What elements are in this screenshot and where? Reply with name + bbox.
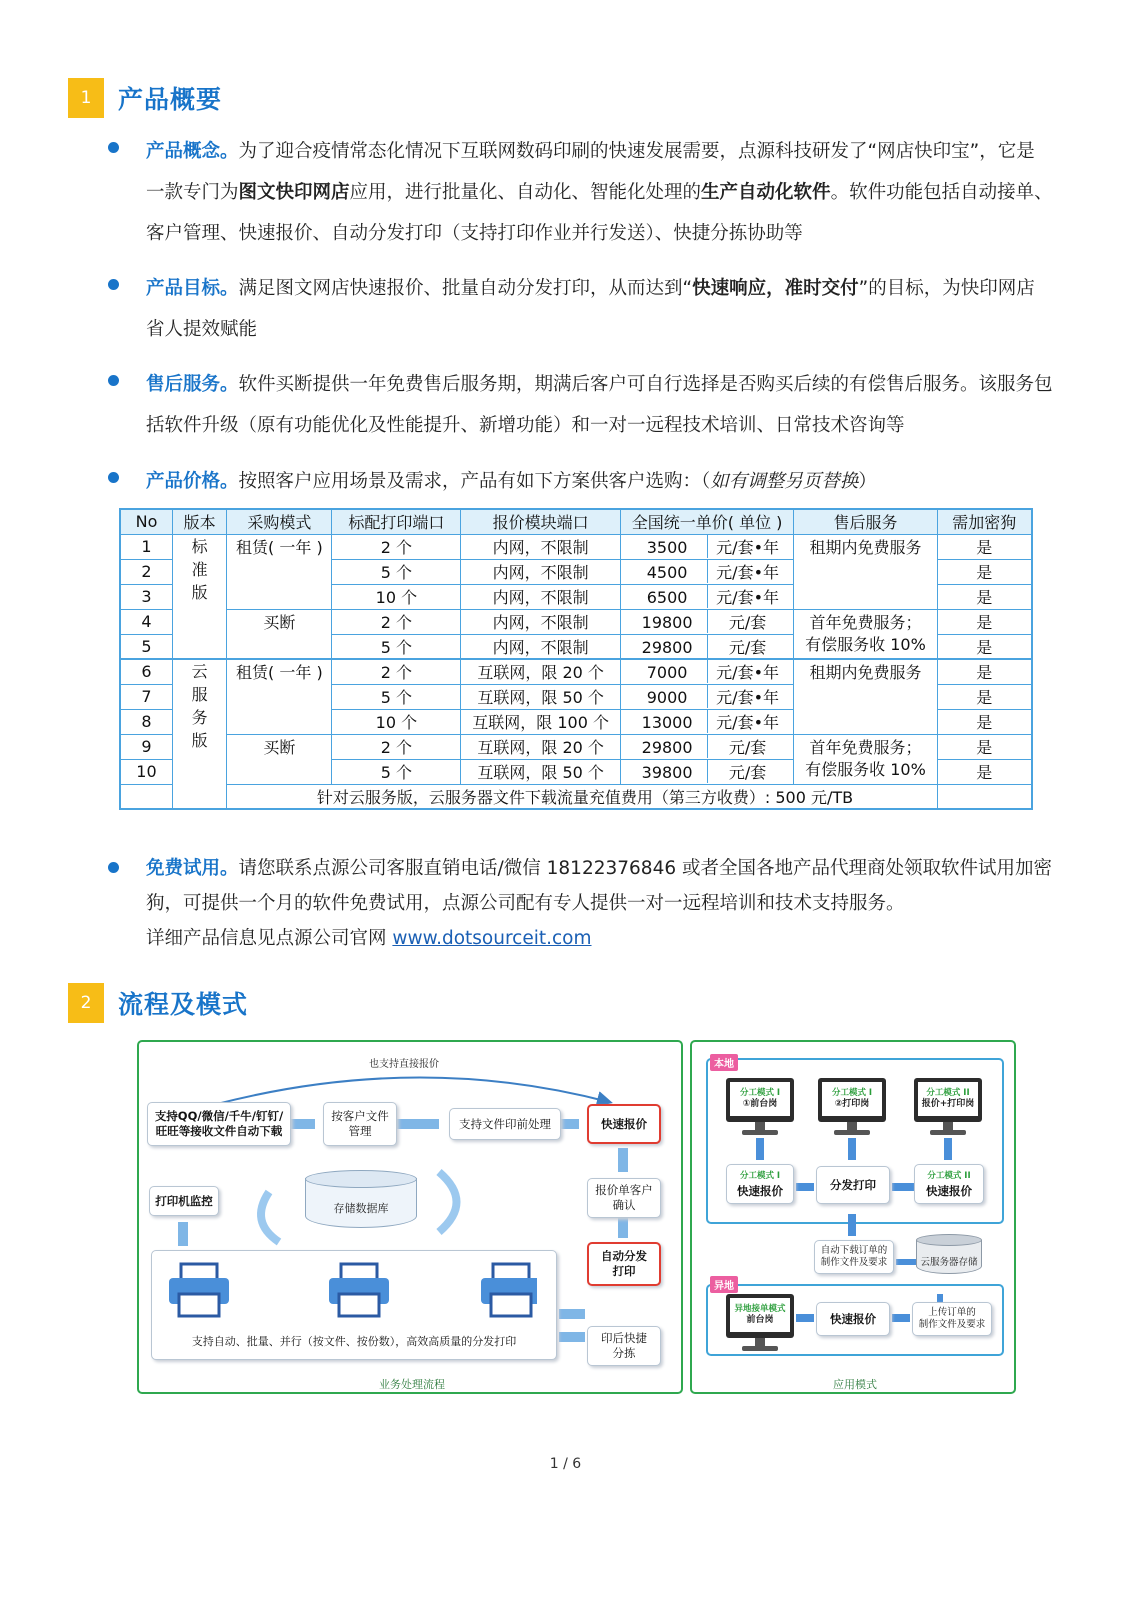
cell-no: 4	[120, 609, 172, 634]
bullet-label: 产品价格。	[146, 471, 239, 492]
cell-no: 3	[120, 584, 172, 609]
cell-price	[620, 559, 794, 584]
header-cell: 报价模块端口	[461, 509, 620, 534]
header-cell: 采购模式	[227, 509, 332, 534]
db-top	[305, 1170, 417, 1188]
price-unit: 元/套•年	[707, 560, 787, 583]
bullet-text: 软件买断提供一年免费售后服务期，期满后客户可自行选择是否购买后续的有偿售后服务。该服务包括软件升级（原有功能优化及性能提升、新增功能）和一对一远程技术培训、日常技术咨询等	[146, 374, 1053, 436]
printer-monitor-box: 打印机监控	[149, 1186, 219, 1216]
table-row	[120, 734, 1032, 759]
price-unit: 元/套•年	[707, 535, 787, 558]
dispatch-box: 分发打印	[816, 1166, 890, 1204]
cell-ports: 2 个	[332, 534, 461, 559]
cell-no: 5	[120, 634, 172, 659]
price-unit: 元/套	[707, 735, 787, 758]
cell-mode: 租赁( 一年 )	[227, 534, 332, 609]
cloud-db-top	[916, 1234, 982, 1246]
bullet-dot	[108, 142, 119, 153]
bold-text: 快速响应，准时交付	[692, 278, 859, 299]
bullet-trial	[108, 851, 1053, 956]
section-number: 2	[68, 983, 104, 1023]
price-unit: 元/套	[707, 610, 787, 633]
price-table	[119, 508, 1033, 810]
cell-ports: 5 个	[332, 684, 461, 709]
download-box: 支持QQ/微信/千牛/钉钉/ 旺旺等接收文件自动下载	[147, 1102, 291, 1146]
cell-no: 7	[120, 684, 172, 709]
cell-dongle: 是	[937, 734, 1032, 759]
bullet-dot	[108, 279, 119, 290]
bullet-text: 详细产品信息见点源公司官网	[146, 928, 393, 949]
printer-icons	[167, 1262, 537, 1322]
header-cell: 版本	[172, 509, 226, 534]
cell-price	[620, 534, 794, 559]
cell-module: 互联网，限 20 个	[461, 659, 620, 684]
printer-icon	[481, 1264, 537, 1316]
bullet-label: 产品概念。	[146, 141, 239, 162]
cell-module: 内网，不限制	[461, 609, 620, 634]
section-2-header	[68, 983, 248, 1023]
cell-module: 内网，不限制	[461, 534, 620, 559]
page-number: 1 / 6	[549, 1456, 582, 1472]
upload-box: 上传订单的 制作文件及要求	[912, 1302, 992, 1336]
header-cell: 全国统一单价( 单位 )	[620, 509, 794, 534]
cell-service: 首年免费服务； 有偿服务收 10%	[794, 609, 937, 659]
cell-price	[620, 584, 794, 609]
sorting-box: 印后快捷 分拣	[587, 1326, 661, 1366]
auto-download-box: 自动下载订单的 制作文件及要求	[814, 1240, 894, 1274]
monitor-subtitle: 分工模式 I	[739, 1088, 781, 1098]
cell-mode: 买断	[227, 734, 332, 784]
local-tag: 本地	[710, 1054, 738, 1071]
printers-text: 支持自动、批量、并行（按文件、按份数），高效高质量的分发打印	[191, 1335, 517, 1348]
table-note: 针对云服务版，云服务器文件下载流量充值费用（第三方收费）: 500 元/TB	[227, 784, 937, 809]
price-value: 29800	[641, 738, 693, 757]
section-number: 1	[68, 78, 104, 118]
table-row	[120, 609, 1032, 634]
website-link[interactable]: www.dotsourceit.com	[392, 928, 592, 949]
remote-quote-box: 快速报价	[816, 1302, 890, 1336]
application-mode-panel	[690, 1040, 1016, 1394]
bold-text: 图文快印网店	[238, 182, 350, 203]
preprocess-box: 支持文件印前处理	[449, 1108, 561, 1140]
cell-dongle: 是	[937, 584, 1032, 609]
header-cell: No	[120, 509, 172, 534]
price-unit: 元/套•年	[707, 585, 787, 608]
db-label: 存储数据库	[333, 1202, 389, 1215]
table-note-row	[120, 784, 1032, 809]
customer-files-box: 按客户文件 管理	[323, 1102, 397, 1146]
cloud-storage	[916, 1234, 982, 1276]
price-unit: 元/套	[707, 635, 787, 658]
cell-module: 内网，不限制	[461, 559, 620, 584]
monitor-text: 前台岗	[746, 1315, 774, 1325]
cell-ports: 5 个	[332, 559, 461, 584]
bullet-text: 。软件功能包括自动接单、客户管理、快速报价、自动分发打印（支持打印作业并行发送）、快捷分拣协助等	[146, 182, 1053, 244]
cell-ports: 10 个	[332, 709, 461, 734]
section-1-header	[68, 78, 222, 118]
cell-dongle: 是	[937, 634, 1032, 659]
cell-dongle: 是	[937, 684, 1032, 709]
cell-service: 首年免费服务； 有偿服务收 10%	[794, 734, 937, 784]
bullet-text: 为了迎合疫情常态化情况下互联网数码印刷的快速发展需要，点源科技研发了“网店快印宝”，它是一款专门为	[146, 141, 1035, 203]
quick-quote-box: 快速报价	[587, 1104, 661, 1144]
bullet-concept	[108, 131, 1053, 254]
cell-dongle: 是	[937, 709, 1032, 734]
bold-text: 生产自动化软件	[701, 182, 831, 203]
price-value: 7000	[646, 663, 688, 683]
box-text: 快速报价	[926, 1184, 972, 1198]
price-value: 29800	[641, 637, 693, 657]
cell-module: 互联网，限 50 个	[461, 684, 620, 709]
cell-dongle: 是	[937, 659, 1032, 684]
bullet-label: 免费试用。	[146, 858, 239, 879]
cell-ports: 2 个	[332, 609, 461, 634]
header-cell: 售后服务	[794, 509, 937, 534]
cell-dongle: 是	[937, 759, 1032, 784]
cell-price	[620, 609, 794, 634]
table-header-row	[120, 509, 1032, 534]
cell-version: 云 服 务 版	[172, 659, 226, 809]
printer-icon	[329, 1264, 389, 1316]
bullet-service	[108, 364, 1053, 446]
box-subtitle: 分工模式 II	[927, 1171, 971, 1181]
header-cell: 需加密狗	[937, 509, 1032, 534]
cell-empty	[937, 784, 1032, 809]
cell-ports: 5 个	[332, 759, 461, 784]
price-unit: 元/套•年	[707, 685, 787, 708]
monitor-text: ①前台岗	[742, 1099, 778, 1109]
cell-price	[620, 659, 794, 684]
top-arrow-label: 也支持直接报价	[369, 1059, 439, 1070]
bullet-text: 请您联系点源公司客服直销电话/微信 18122376846 或者全国各地产品代理商处领取软件试用加密狗，可提供一个月的软件免费试用，点源公司配有专人提供一对一远程培训和技术支持服务。	[146, 858, 1052, 914]
cell-no: 1	[120, 534, 172, 559]
bullet-label: 产品目标。	[146, 278, 239, 299]
section-title: 流程及模式	[118, 990, 249, 1019]
cell-price	[620, 634, 794, 659]
cell-empty	[120, 784, 172, 809]
price-value: 3500	[646, 538, 688, 557]
cell-no: 8	[120, 709, 172, 734]
auto-dispatch-box: 自动分发 打印	[587, 1242, 661, 1286]
cell-module: 内网，不限制	[461, 634, 620, 659]
cell-no: 2	[120, 559, 172, 584]
flow-caption: 业务处理流程	[379, 1378, 445, 1391]
cell-price	[620, 734, 794, 759]
cell-ports: 10 个	[332, 584, 461, 609]
price-unit: 元/套	[707, 760, 787, 783]
monitor-text: ②打印岗	[834, 1099, 870, 1109]
bullet-dot	[108, 472, 119, 483]
cell-ports: 2 个	[332, 734, 461, 759]
cell-mode: 租赁( 一年 )	[227, 659, 332, 734]
quote-box-1	[726, 1164, 794, 1204]
cell-dongle: 是	[937, 534, 1032, 559]
price-value: 6500	[646, 588, 688, 607]
monitor-icon	[726, 1294, 794, 1354]
cell-price	[620, 709, 794, 734]
monitor-subtitle: 异地接单模式	[734, 1304, 786, 1314]
cell-dongle: 是	[937, 609, 1032, 634]
price-unit: 元/套•年	[707, 660, 787, 683]
cell-price	[620, 684, 794, 709]
confirm-box: 报价单客户 确认	[587, 1178, 661, 1218]
cell-no: 6	[120, 659, 172, 684]
box-subtitle: 分工模式 I	[739, 1171, 781, 1181]
monitor-subtitle: 分工模式 I	[831, 1088, 873, 1098]
cell-no: 10	[120, 759, 172, 784]
bullet-text: 按照客户应用场景及需求，产品有如下方案供客户选购：（	[238, 471, 711, 492]
monitor-subtitle: 分工模式 II	[926, 1088, 970, 1098]
table-row	[120, 534, 1032, 559]
box-text: 快速报价	[737, 1184, 783, 1198]
italic-text: 如有调整另页替换	[710, 471, 859, 492]
header-cell: 标配打印端口	[332, 509, 461, 534]
cell-service: 租期内免费服务	[794, 659, 937, 734]
top-curve-arrow	[217, 1077, 609, 1104]
arc	[261, 1192, 279, 1242]
cloud-label: 云服务器存储	[920, 1257, 978, 1268]
bullet-goal	[108, 268, 1053, 350]
cell-version: 标 准 版	[172, 534, 226, 659]
cell-module: 互联网，限 100 个	[461, 709, 620, 734]
quote-box-2	[914, 1164, 984, 1204]
table-row	[120, 659, 1032, 684]
price-value: 13000	[641, 713, 693, 732]
price-value: 19800	[641, 613, 693, 632]
cell-service: 租期内免费服务	[794, 534, 937, 609]
cell-no: 9	[120, 734, 172, 759]
bullet-text: ）	[858, 471, 877, 492]
cell-mode: 买断	[227, 609, 332, 659]
price-value: 9000	[646, 688, 688, 707]
cell-ports: 5 个	[332, 634, 461, 659]
monitor-text: 报价+打印岗	[921, 1099, 975, 1109]
business-flow-panel	[137, 1040, 683, 1394]
mode-caption: 应用模式	[833, 1378, 877, 1391]
printer-icon	[169, 1264, 229, 1316]
price-value: 39800	[641, 763, 693, 782]
bullet-dot	[108, 862, 119, 873]
cell-module: 互联网，限 50 个	[461, 759, 620, 784]
bullet-dot	[108, 375, 119, 386]
bullet-price	[108, 461, 1053, 502]
price-value: 4500	[646, 563, 688, 582]
cell-module: 内网，不限制	[461, 584, 620, 609]
bullet-text: 满足图文网店快速报价、批量自动分发打印，从而达到“	[238, 278, 693, 299]
bullet-text: 应用，进行批量化、自动化、智能化处理的	[349, 182, 702, 203]
bullet-text: ”的目标，为快印网店省人提效赋能	[146, 278, 1035, 340]
cell-module: 互联网，限 20 个	[461, 734, 620, 759]
cell-dongle: 是	[937, 559, 1032, 584]
arc	[439, 1172, 457, 1232]
database	[305, 1170, 417, 1234]
cell-ports: 2 个	[332, 659, 461, 684]
remote-tag: 异地	[710, 1276, 738, 1293]
price-unit: 元/套•年	[707, 710, 787, 733]
bullet-label: 售后服务。	[146, 374, 239, 395]
cell-price	[620, 759, 794, 784]
section-title: 产品概要	[118, 85, 223, 114]
